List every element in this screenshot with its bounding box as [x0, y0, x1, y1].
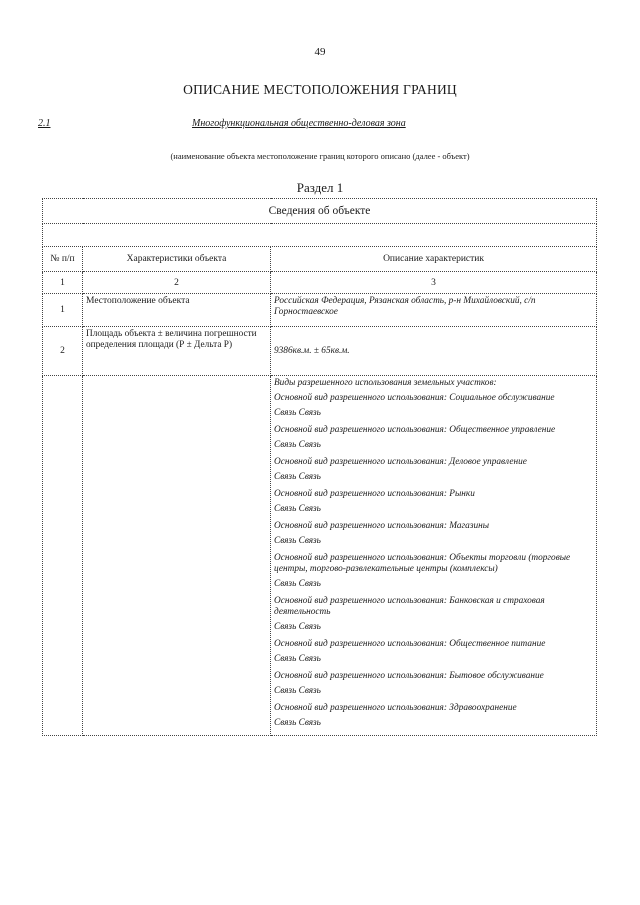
object-name: Многофункциональная общественно-деловая зона: [192, 118, 406, 129]
list-item: Связь Связь: [274, 408, 321, 418]
column-header-description: Описание характеристик: [271, 247, 597, 272]
list-item: Основной вид разрешенного использования: Рынки: [274, 489, 475, 499]
table-header: Сведения об объекте: [43, 199, 597, 224]
column-header-characteristic: Характеристики объекта: [83, 247, 271, 272]
column-number-1: 1: [43, 272, 83, 294]
object-info-table: [42, 198, 597, 736]
table-row: [43, 376, 597, 736]
list-item: Основной вид разрешенного использования: Объекты торговли (торговые центры, торгово-развлекательные центры (комплексы): [274, 553, 571, 574]
column-number-3: 3: [271, 272, 597, 294]
list-item: Основной вид разрешенного использования: Социальное обслуживание: [274, 393, 555, 403]
object-name-caption: (наименование объекта местоположение границ которого описано (далее - объект): [170, 151, 470, 161]
list-item: Связь Связь: [274, 579, 321, 589]
list-item: Основной вид разрешенного использования: Деловое управление: [274, 457, 527, 467]
row-number: [43, 376, 83, 736]
document-title: ОПИСАНИЕ МЕСТОПОЛОЖЕНИЯ ГРАНИЦ: [183, 82, 457, 97]
table-row: [43, 294, 597, 327]
row-description: 9386кв.м. ± 65кв.м.: [271, 327, 597, 376]
blank-row: [43, 224, 597, 247]
table-row: [43, 327, 597, 376]
list-item: Связь Связь: [274, 654, 321, 664]
column-number-2: 2: [83, 272, 271, 294]
column-header-number: № п/п: [43, 247, 83, 272]
list-item: Основной вид разрешенного использования: Банковская и страховая деятельность: [274, 596, 545, 617]
row-characteristic: Местоположение объекта: [83, 294, 271, 327]
row-description: Российская Федерация, Рязанская область, р-н Михайловский, с/п Горностаевское: [271, 294, 597, 327]
list-item: Связь Связь: [274, 718, 321, 728]
permitted-uses-list: [271, 376, 597, 736]
list-item: Связь Связь: [274, 622, 321, 632]
page-number: 49: [314, 46, 326, 58]
row-number: 2: [43, 327, 83, 376]
list-item: Основной вид разрешенного использования: Бытовое обслуживание: [274, 671, 544, 681]
list-item: Основной вид разрешенного использования: Общественное управление: [274, 425, 556, 435]
row-characteristic: Площадь объекта ± величина погрешности определения площади (Р ± Дельта Р): [83, 327, 271, 376]
list-item: Основной вид разрешенного использования: Магазины: [274, 521, 490, 531]
list-item: Связь Связь: [274, 536, 321, 546]
item-number: 2.1: [38, 118, 51, 129]
list-item: Основной вид разрешенного использования: Общественное питание: [274, 639, 546, 649]
list-item: Связь Связь: [274, 440, 321, 450]
list-item: Связь Связь: [274, 472, 321, 482]
section-title: Раздел 1: [296, 180, 344, 195]
row-characteristic: [83, 376, 271, 736]
list-item: Связь Связь: [274, 504, 321, 514]
list-item: Основной вид разрешенного использования: Здравоохранение: [274, 703, 517, 713]
list-item: Виды разрешенного использования земельных участков:: [274, 378, 497, 388]
list-item: Связь Связь: [274, 686, 321, 696]
row-number: 1: [43, 294, 83, 327]
